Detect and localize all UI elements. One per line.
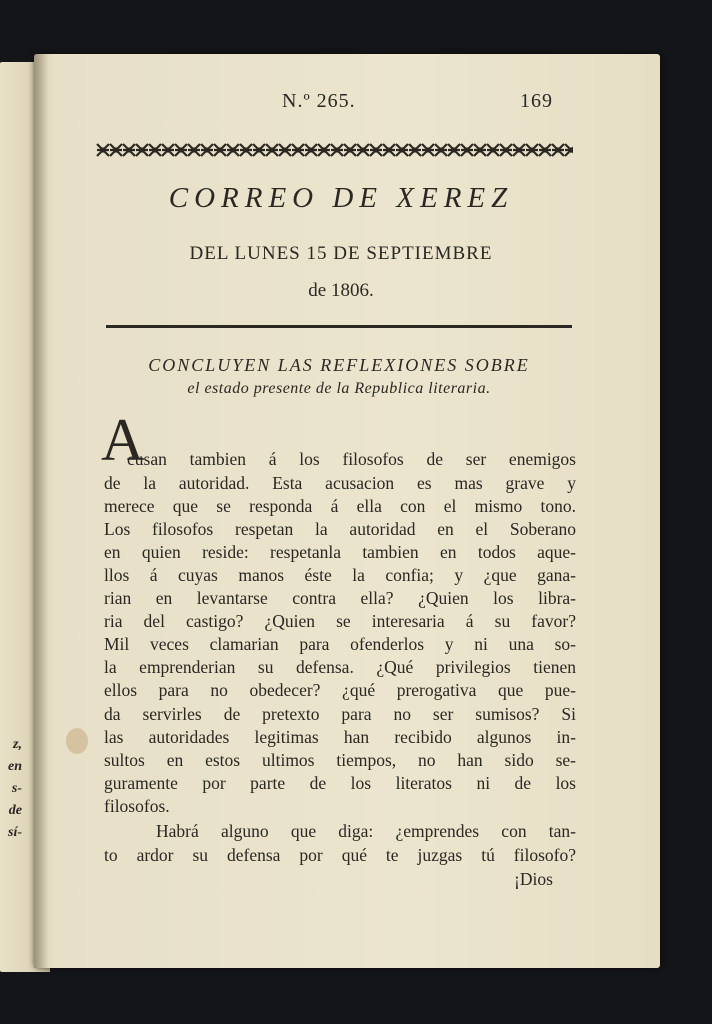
ornament-fleuron-icon <box>357 144 369 156</box>
issue-number: N.º 265. <box>282 90 356 112</box>
ornament-fleuron-icon <box>409 144 421 156</box>
body-line: Habrá alguno que diga: ¿emprendes con tan- <box>156 821 576 841</box>
body-line: filosofos. <box>104 796 170 816</box>
ornament-fleuron-icon <box>97 144 109 156</box>
ornament-fleuron-icon <box>214 144 226 156</box>
ornament-fleuron-icon <box>318 144 330 156</box>
heading-line-1: CONCLUYEN LAS REFLEXIONES SOBRE <box>148 355 530 375</box>
paper-stain <box>66 728 88 754</box>
ornamental-border <box>95 138 573 162</box>
article-heading <box>100 353 578 401</box>
ornament-fleuron-icon <box>175 144 187 156</box>
left-page-fragment: sí- <box>8 825 22 840</box>
body-line: guramente por parte de los literatos ni de los <box>104 773 576 793</box>
year-line: de 1806. <box>308 280 374 301</box>
ornament-fleuron-icon <box>448 144 460 156</box>
ornament-fleuron-icon <box>201 144 213 156</box>
body-line: ria del castigo? ¿Quien se interesaria á su favor? <box>104 611 576 631</box>
body-line: las autoridades legitimas han recibido algunos in- <box>104 727 576 747</box>
ornament-fleuron-icon <box>188 144 200 156</box>
ornament-fleuron-icon <box>565 144 573 156</box>
ornament-fleuron-icon <box>162 144 174 156</box>
ornament-fleuron-icon <box>383 144 395 156</box>
ornament-fleuron-icon <box>500 144 512 156</box>
ornament-fleuron-icon <box>136 144 148 156</box>
ornament-fleuron-icon <box>513 144 525 156</box>
ornament-fleuron-icon <box>266 144 278 156</box>
body-line: to ardor su defensa por qué te juzgas tú filosofo? <box>104 845 576 865</box>
left-page-fragment: s- <box>11 781 22 796</box>
ornament-fleuron-icon <box>526 144 538 156</box>
body-line: en quien reside: respetanla tambien en todos aque- <box>104 542 576 562</box>
body-line: ellos para no obedecer? ¿qué prerogativa que pue- <box>104 680 576 700</box>
ornament-fleuron-icon <box>539 144 551 156</box>
body-line: llos á cuyas manos éste la confia; y ¿que gana- <box>104 565 576 585</box>
body-line: sultos en estos ultimos tiempos, no han sido se- <box>104 750 576 770</box>
gutter-shadow <box>34 54 48 968</box>
body-line: cusan tambien á los filosofos de ser enemigos <box>127 449 576 469</box>
left-page-fragment: de <box>8 803 22 818</box>
body-line: la emprenderian su defensa. ¿Qué privilegios tienen <box>104 657 576 677</box>
ornament-fleuron-icon <box>461 144 473 156</box>
left-page-fragment: z, <box>13 737 22 752</box>
ornament-fleuron-icon <box>552 144 564 156</box>
body-line: da servirles de pretexto para no ser sumisos? Si <box>104 704 576 724</box>
ornament-fleuron-icon <box>344 144 356 156</box>
ornament-fleuron-icon <box>240 144 252 156</box>
ornament-fleuron-icon <box>474 144 486 156</box>
ornament-fleuron-icon <box>110 144 122 156</box>
ornament-fleuron-icon <box>123 144 135 156</box>
masthead-title: CORREO DE XEREZ <box>168 182 514 214</box>
ornament-fleuron-icon <box>331 144 343 156</box>
horizontal-rule <box>106 325 572 328</box>
ornament-fleuron-icon <box>279 144 291 156</box>
date-line: DEL LUNES 15 DE SEPTIEMBRE <box>189 243 493 264</box>
body-line: rian en levantarse contra ella? ¿Quien los libra- <box>104 588 576 608</box>
body-line: de la autoridad. Esta acusacion es mas grave y <box>104 473 576 493</box>
ornament-fleuron-icon <box>396 144 408 156</box>
ornament-fleuron-icon <box>292 144 304 156</box>
heading-line-2: el estado presente de la Republica literaria. <box>187 380 491 397</box>
ornament-fleuron-icon <box>422 144 434 156</box>
ornament-fleuron-icon <box>253 144 265 156</box>
page-number: 169 <box>520 90 553 112</box>
body-line: merece que se responda á ella con el mismo tono. <box>104 496 576 516</box>
body-line: Mil veces clamarian para ofenderlos y ni una so- <box>104 634 576 654</box>
ornament-fleuron-icon <box>149 144 161 156</box>
ornament-fleuron-icon <box>227 144 239 156</box>
ornament-fleuron-icon <box>487 144 499 156</box>
drop-cap: A <box>101 407 145 473</box>
left-page-fragment: en <box>8 759 22 774</box>
ornament-fleuron-icon <box>370 144 382 156</box>
body-line: Los filosofos respetan la autoridad en el Soberano <box>104 519 576 539</box>
ornament-fleuron-icon <box>435 144 447 156</box>
catchword: ¡Dios <box>514 869 553 889</box>
ornament-fleuron-icon <box>305 144 317 156</box>
